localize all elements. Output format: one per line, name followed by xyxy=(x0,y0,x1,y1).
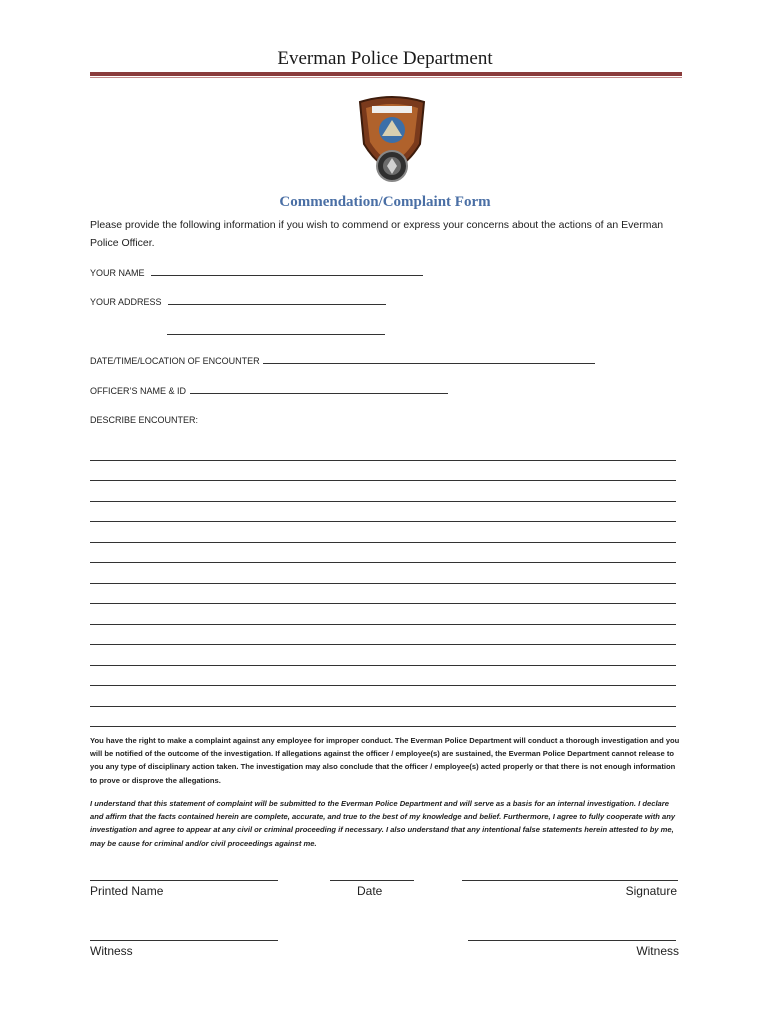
describe-line xyxy=(90,563,676,584)
printed-name-label: Printed Name xyxy=(90,884,164,898)
describe-line xyxy=(90,686,676,707)
describe-line xyxy=(90,604,676,625)
officer-field[interactable] xyxy=(90,384,448,396)
page-title: Everman Police Department xyxy=(277,48,493,69)
describe-encounter-area[interactable] xyxy=(90,440,676,727)
witness-right-line[interactable] xyxy=(468,940,676,941)
describe-line xyxy=(90,481,676,502)
describe-line xyxy=(90,584,676,605)
officer-line xyxy=(190,384,448,394)
date-time-location-label: DATE/TIME/LOCATION OF ENCOUNTER xyxy=(90,356,260,366)
address-field[interactable] xyxy=(90,295,386,307)
describe-line xyxy=(90,522,676,543)
witness-left-line[interactable] xyxy=(90,940,278,941)
describe-line xyxy=(90,543,676,564)
address-line-2-underline xyxy=(167,325,385,335)
form-title: Commendation/Complaint Form xyxy=(279,194,491,210)
date-time-location-line xyxy=(263,354,595,364)
header-rule xyxy=(90,72,682,76)
describe-line xyxy=(90,625,676,646)
describe-label: DESCRIBE ENCOUNTER: xyxy=(90,415,199,425)
rights-paragraph: You have the right to make a complaint against any employee for improper conduct. The Everman Police Department will conduct a thorough investigation and you will be notified of the outcome of the investigation. If allegations against the officer / employee(s) are sustained, the Everman Police Department cannot release to you any type of disciplinary action taken. The investigation may also conclude that the officer / employee(s) acted properly or that there is not enough information to prove or disprove the allegations. xyxy=(90,736,680,785)
date-time-location-field[interactable] xyxy=(90,354,595,366)
address-line xyxy=(168,295,386,305)
describe-line xyxy=(90,502,676,523)
officer-label: OFFICER’S NAME & ID xyxy=(90,386,187,396)
describe-line xyxy=(90,707,676,728)
witness-left-label: Witness xyxy=(90,944,133,958)
date-label: Date xyxy=(357,884,383,898)
intro-text: Please provide the following information if you wish to commend or express your concerns about the actions of an Everman Police Officer. xyxy=(90,219,664,249)
date-line[interactable] xyxy=(330,880,414,881)
witness-right-label: Witness xyxy=(636,944,679,958)
describe-line xyxy=(90,666,676,687)
printed-name-line[interactable] xyxy=(90,880,278,881)
name-label: YOUR NAME xyxy=(90,268,145,278)
police-patch-badge-icon xyxy=(352,92,432,184)
describe-line xyxy=(90,645,676,666)
address-line-2[interactable] xyxy=(167,325,385,337)
describe-line xyxy=(90,440,676,461)
address-label: YOUR ADDRESS xyxy=(90,297,162,307)
name-field[interactable] xyxy=(90,266,423,278)
signature-label: Signature xyxy=(625,884,677,898)
signature-line[interactable] xyxy=(462,880,678,881)
header-rule-thin xyxy=(90,77,682,78)
name-line xyxy=(151,266,423,276)
describe-line xyxy=(90,461,676,482)
declaration-paragraph: I understand that this statement of complaint will be submitted to the Everman Police Department and will serve as a basis for an internal investigation. I declare and affirm that the facts contained herein are complete, accurate, and true to the best of my knowledge and belief. Furthermore, I agree to fully cooperate with any investigation and agree to appear at any civil or criminal proceeding if necessary. I also understand that any intentional false statements herein attested to by me, may be cause for criminal and/or civil proceedings against me. xyxy=(90,799,676,848)
